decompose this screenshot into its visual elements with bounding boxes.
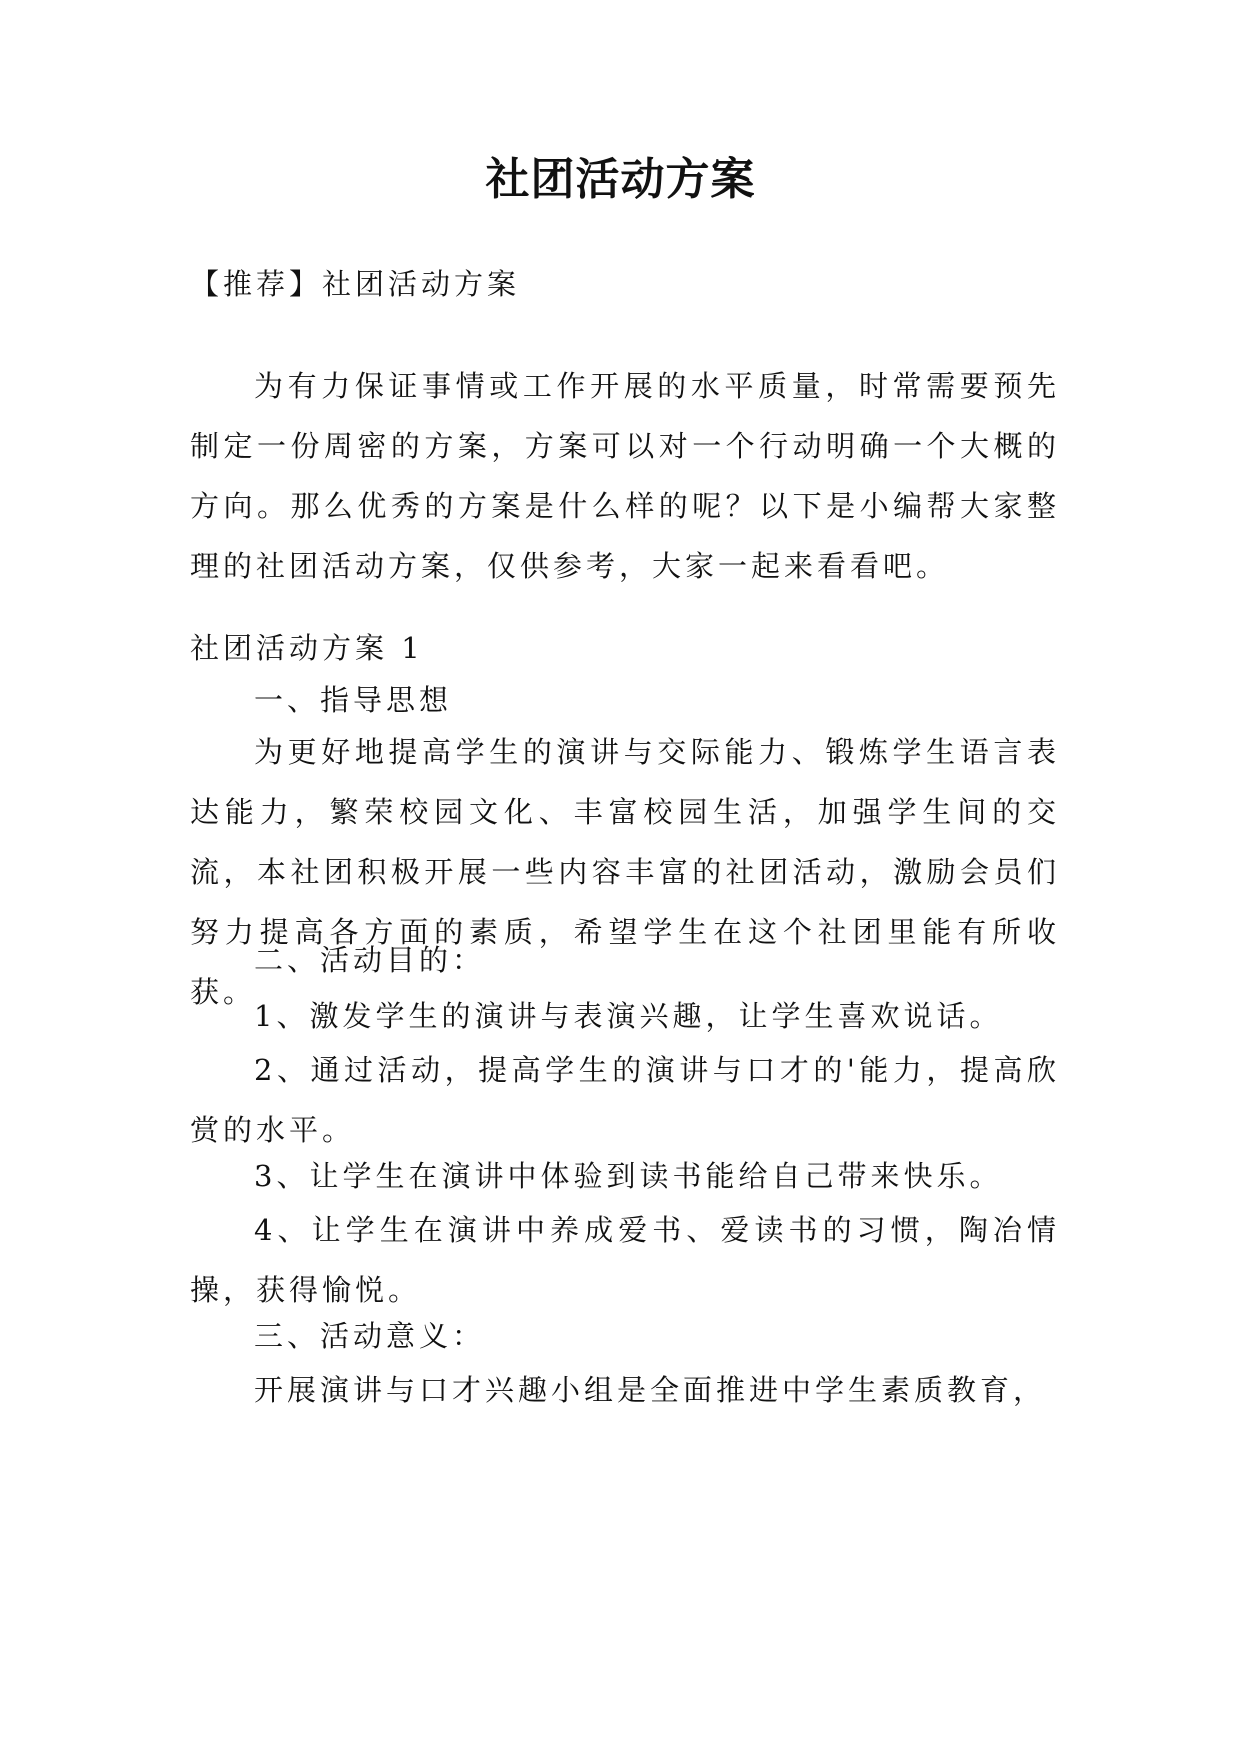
guiding-ideology-paragraph: 为更好地提高学生的演讲与交际能力、锻炼学生语言表达能力，繁荣校园文化、丰富校园生活，加强学生间的交流，本社团积极开展一些内容丰富的社团活动，激励会员们努力提高各方面的素质，希望学生在这个社团里能有所收获。 <box>190 735 1060 1009</box>
document-title: 社团活动方案 <box>485 154 756 205</box>
purpose-item-2: 2、通过活动，提高学生的演讲与口才的'能力，提高欣赏的水平。 <box>190 1053 1060 1147</box>
purpose-item-3: 3、让学生在演讲中体验到读书能给自己带来快乐。 <box>254 1159 1003 1193</box>
heading-guiding-ideology: 一、指导思想 <box>254 683 453 717</box>
purpose-item-1: 1、激发学生的演讲与表演兴趣，让学生喜欢说话。 <box>254 999 1003 1033</box>
recommend-line: 【推荐】社团活动方案 <box>190 267 521 301</box>
intro-paragraph: 为有力保证事情或工作开展的水平质量，时常需要预先制定一份周密的方案，方案可以对一个行动明确一个大概的方向。那么优秀的方案是什么样的呢？以下是小编帮大家整理的社团活动方案，仅供参考，大家一起来看看吧。 <box>190 369 1060 583</box>
heading-activity-significance: 三、活动意义： <box>254 1319 486 1353</box>
significance-paragraph: 开展演讲与口才兴趣小组是全面推进中学生素质教育， <box>254 1373 1047 1407</box>
section-title: 社团活动方案 1 <box>190 631 424 665</box>
purpose-item-4: 4、让学生在演讲中养成爱书、爱读书的习惯，陶冶情操，获得愉悦。 <box>190 1213 1060 1307</box>
heading-activity-purpose: 二、活动目的： <box>254 943 486 977</box>
